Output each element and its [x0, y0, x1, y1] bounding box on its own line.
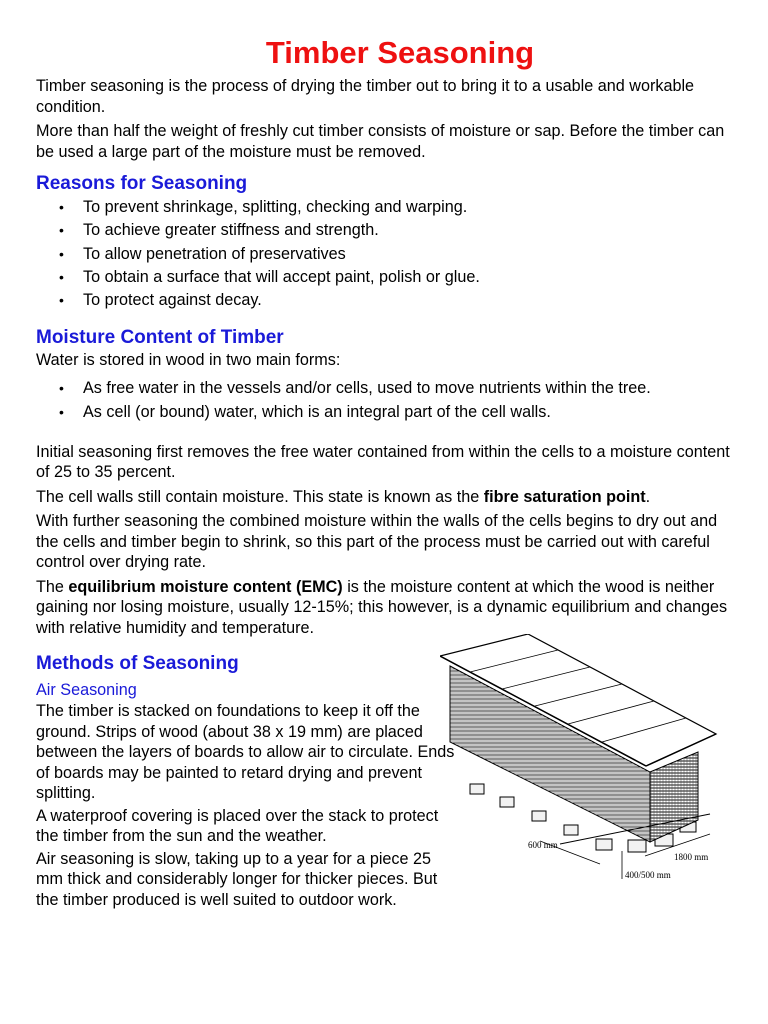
emc-term: equilibrium moisture content (EMC): [68, 577, 343, 596]
moisture-list: [36, 376, 736, 424]
methods-heading: Methods of Seasoning: [36, 653, 239, 675]
air-seasoning-subheading: Air Seasoning: [36, 681, 137, 700]
bullet-icon: •: [59, 245, 64, 262]
timber-stack-illustration: [440, 634, 740, 879]
moisture-paragraph-1: Initial seasoning first removes the free water contained from within the cells to a moisture content of 25 to 35 percent.: [36, 442, 730, 482]
bullet-icon: •: [59, 403, 64, 420]
moisture-heading: Moisture Content of Timber: [36, 327, 284, 349]
timber-stack-drawing: [440, 634, 740, 879]
bullet-icon: •: [59, 292, 64, 309]
air-seasoning-text: [36, 701, 456, 910]
moisture-lead: Water is stored in wood in two main forms:: [36, 351, 341, 370]
page-title: Timber Seasoning: [265, 35, 535, 70]
bullet-icon: •: [59, 379, 64, 396]
moisture-paragraph-3: With further seasoning the combined moisture within the walls of the cells begins to dry out and the cells and timber begin to shrink, so this part of the process must be carried out with careful control over drying rate.: [36, 512, 718, 572]
air-seasoning-paragraph-3: Air seasoning is slow, taking up to a year for a piece 25 mm thick and considerably longer for thicker pieces. But the timber produced is well suited to outdoor work.: [36, 849, 438, 909]
bullet-icon: •: [59, 199, 64, 215]
bullet-icon: •: [59, 268, 64, 285]
dimension-label-width: 600 mm: [528, 840, 558, 850]
dimension-label-length: 1800 mm: [674, 852, 709, 862]
list-item: • As cell (or bound) water, which is an integral part of the cell walls.: [36, 400, 736, 424]
list-item: • To protect against decay.: [36, 289, 736, 312]
list-item: • To achieve greater stiffness and strength.: [36, 219, 736, 242]
list-item: • As free water in the vessels and/or cells, used to move nutrients within the tree.: [36, 376, 736, 400]
moisture-paragraph-2: The cell walls still contain moisture. This state is known as the fibre saturation point.: [36, 487, 651, 506]
bullet-icon: •: [59, 222, 64, 239]
dimension-label-height: 400/500 mm: [625, 870, 671, 879]
intro-paragraph-1: Timber seasoning is the process of drying the timber out to bring it to a usable and workable condition.: [36, 77, 695, 116]
reasons-heading: Reasons for Seasoning: [36, 173, 248, 194]
list-item: • To allow penetration of preservatives: [36, 243, 736, 266]
intro-paragraph-2: More than half the weight of freshly cut timber consists of moisture or sap. Before the timber can be used a large part of the moisture must be removed.: [36, 122, 725, 161]
list-item: • To obtain a surface that will accept paint, polish or glue.: [36, 266, 736, 289]
fibre-saturation-term: fibre saturation point: [483, 487, 646, 506]
air-seasoning-paragraph-1: The timber is stacked on foundations to keep it off the ground. Strips of wood (about 38 x 19 mm) are placed between the layers of boards to allow air to circulate. Ends of boards may be painted to retard drying and prevent splitting.: [36, 702, 455, 803]
moisture-paragraph-4: The equilibrium moisture content (EMC) is the moisture content at which the wood is neither gaining nor losing moisture, usually 12-15%; this however, is a dynamic equilibrium and changes with relative humidity and temperature.: [36, 577, 728, 637]
air-seasoning-paragraph-2: A waterproof covering is placed over the stack to protect the timber from the sun and the weather.: [36, 806, 439, 846]
reasons-list: [36, 196, 736, 312]
list-item: • To prevent shrinkage, splitting, checking and warping.: [36, 196, 736, 219]
